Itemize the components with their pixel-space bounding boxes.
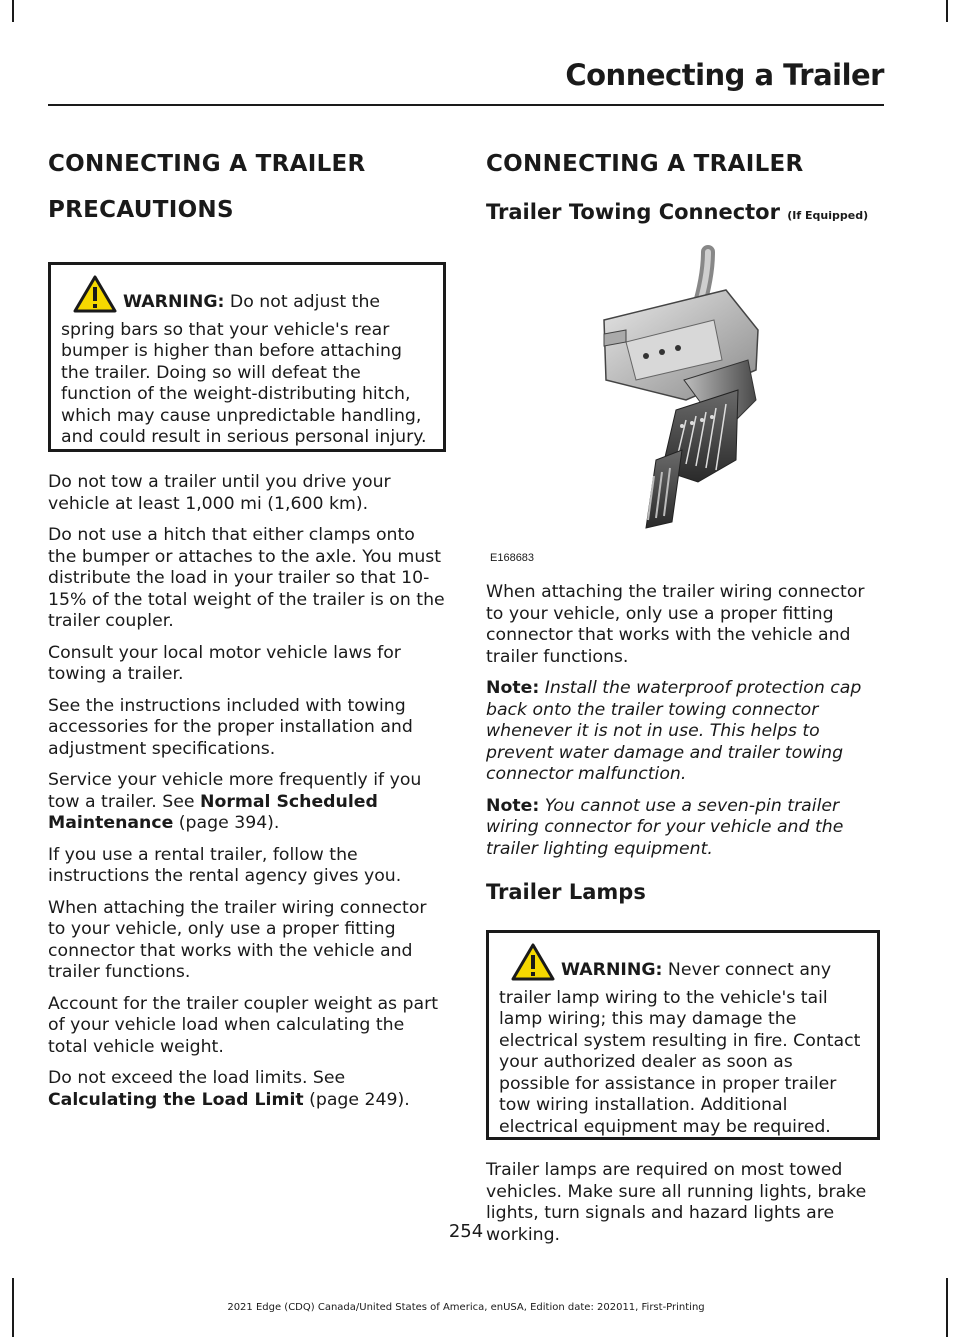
warning-label: WARNING: xyxy=(561,960,663,980)
note xyxy=(486,678,880,786)
header-divider xyxy=(48,104,884,106)
trailer-connector-image xyxy=(486,230,880,530)
footer-edition-info: 2021 Edge (CDQ) Canada/United States of America, enUSA, Edition date: 202011, First-Printing xyxy=(227,1302,705,1313)
section-heading-line1: CONNECTING A TRAILER xyxy=(48,151,366,177)
note-text: You cannot use a seven-pin trailer wiring connector for your vehicle and the trailer lighting equipment. xyxy=(486,795,844,859)
warning-text: Never connect any trailer lamp wiring to the vehicle's tail lamp wiring; this may damage the electrical system resulting in fire. Contact your authorized dealer as soon as possible for assistance in proper trailer tow wiring installation. Additional electrical equipment may be required. xyxy=(499,960,861,1137)
cross-reference-link[interactable]: Calculating the Load Limit xyxy=(48,1089,304,1110)
right-column xyxy=(486,148,880,1256)
paragraph: See the instructions included with towing accessories for the proper installation and adjustment specifications. xyxy=(48,695,413,759)
subsection-heading: Trailer Lamps xyxy=(486,880,646,904)
subsection-heading xyxy=(486,198,880,230)
page-reference: (page 249). xyxy=(303,1089,410,1110)
warning-box xyxy=(48,262,446,452)
paragraph: Consult your local motor vehicle laws for towing a trailer. xyxy=(48,642,401,684)
note-label: Note: xyxy=(486,795,540,816)
note xyxy=(486,796,880,861)
crop-mark xyxy=(12,0,14,22)
subsection-title: Trailer Towing Connector xyxy=(486,200,780,224)
section-heading xyxy=(48,148,446,180)
paragraph: Trailer lamps are required on most towed vehicles. Make sure all running lights, brake lights, turn signals and hazard lights are working. xyxy=(486,1160,867,1245)
crop-mark xyxy=(946,0,948,22)
if-equipped-tag: (If Equipped) xyxy=(787,209,869,222)
page-number: 254 xyxy=(448,1221,484,1242)
section-heading-line2: PRECAUTIONS xyxy=(48,197,234,223)
warning-triangle-icon xyxy=(511,943,555,988)
figure-code: E168683 xyxy=(490,552,535,564)
warning-text: Do not adjust the spring bars so that your vehicle's rear bumper is higher than before attaching the trailer. Doing so will defeat the function of the weight-distributing hitch, which may cause unpredictable handling, and could result in serious personal injury. xyxy=(61,292,427,447)
paragraph: When attaching the trailer wiring connector to your vehicle, only use a proper fitting connector that works with the vehicle and trailer functions. xyxy=(486,582,865,667)
section-heading: CONNECTING A TRAILER xyxy=(486,151,804,177)
cross-reference-link[interactable]: Normal Scheduled Maintenance xyxy=(48,791,378,833)
paragraph: Do not use a hitch that either clamps onto the bumper or attaches to the axle. You must distribute the load in your trailer so that 10-15% of the total weight of the trailer is on the trailer coupler. xyxy=(48,525,445,631)
trailer-connector-illustration xyxy=(486,230,880,566)
paragraph: Account for the trailer coupler weight as part of your vehicle load when calculating the total vehicle weight. xyxy=(48,993,438,1057)
paragraph-text: Do not exceed the load limits. See xyxy=(48,1068,346,1088)
paragraph: If you use a rental trailer, follow the instructions the rental agency gives you. xyxy=(48,844,402,886)
paragraph-text: Service your vehicle more frequently if you tow a trailer. See xyxy=(48,770,422,812)
warning-box xyxy=(486,930,880,1140)
warning-label: WARNING: xyxy=(123,292,225,312)
crop-mark xyxy=(946,1278,948,1337)
paragraph xyxy=(48,1068,446,1111)
page-title: Connecting a Trailer xyxy=(565,58,884,92)
note-label: Note: xyxy=(486,678,540,698)
paragraph: When attaching the trailer wiring connector to your vehicle, only use a proper fitting connector that works with the vehicle and trailer functions. xyxy=(48,897,427,982)
note-text: Install the waterproof protection cap back onto the trailer towing connector whenever it is not in use. This helps to prevent water damage and trailer towing connector malfunction. xyxy=(486,678,862,784)
warning-triangle-icon xyxy=(73,275,117,320)
left-column xyxy=(48,148,446,1121)
paragraph: Do not tow a trailer until you drive your vehicle at least 1,000 mi (1,600 km). xyxy=(48,472,391,514)
paragraph xyxy=(48,770,446,835)
page-reference: (page 394). xyxy=(173,813,280,833)
